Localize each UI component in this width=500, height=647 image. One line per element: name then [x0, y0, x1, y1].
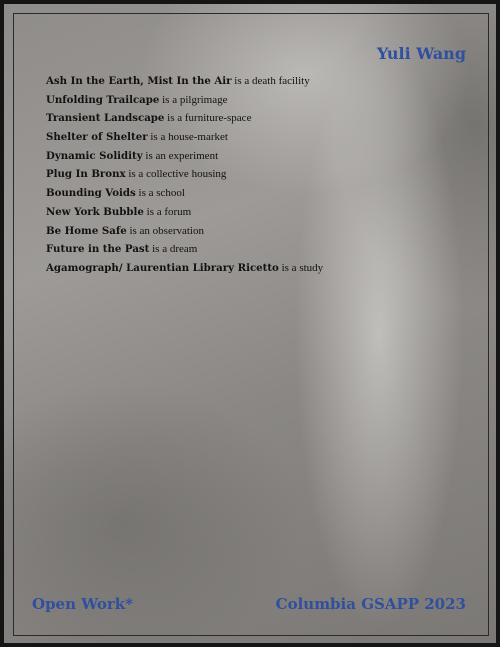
project-title: Be Home Safe [46, 224, 127, 237]
institution-year: Columbia GSAPP 2023 [275, 595, 466, 613]
author-name: Yuli Wang [376, 44, 466, 63]
project-item [46, 147, 323, 166]
project-description: is a school [138, 187, 185, 200]
project-title: Unfolding Trailcape [46, 93, 160, 106]
project-description: is a house-market [150, 131, 228, 144]
project-title: New York Bubble [46, 205, 144, 218]
project-description: is a furniture-space [167, 112, 252, 125]
project-title: Bounding Voids [46, 187, 136, 200]
project-item [46, 240, 323, 259]
portfolio-title: Open Work* [32, 595, 133, 613]
project-description: is an observation [129, 224, 204, 237]
project-title: Dynamic Solidity [46, 149, 143, 162]
project-title: Plug In Bronx [46, 168, 126, 181]
project-description: is a pilgrimage [162, 93, 228, 106]
project-item [46, 109, 323, 128]
project-item [46, 259, 323, 278]
project-title: Shelter of Shelter [46, 131, 148, 144]
project-item [46, 91, 323, 110]
project-description: is an experiment [145, 149, 219, 162]
project-title: Ash In the Earth, Mist In the Air [46, 75, 232, 87]
project-item [46, 165, 323, 184]
project-item [46, 72, 323, 91]
project-title: Agamograph/ Laurentian Library Ricetto [46, 261, 279, 274]
project-description: is a collective housing [128, 168, 227, 181]
project-list [46, 72, 323, 278]
project-item [46, 184, 323, 203]
project-description: is a death facility [234, 75, 310, 87]
project-description: is a forum [146, 205, 192, 218]
project-item [46, 203, 323, 222]
project-title: Future in the Past [46, 243, 150, 256]
project-title: Transient Landscape [46, 112, 165, 125]
project-description: is a study [281, 261, 324, 274]
project-item [46, 128, 323, 147]
project-item [46, 222, 323, 241]
project-description: is a dream [152, 243, 198, 256]
